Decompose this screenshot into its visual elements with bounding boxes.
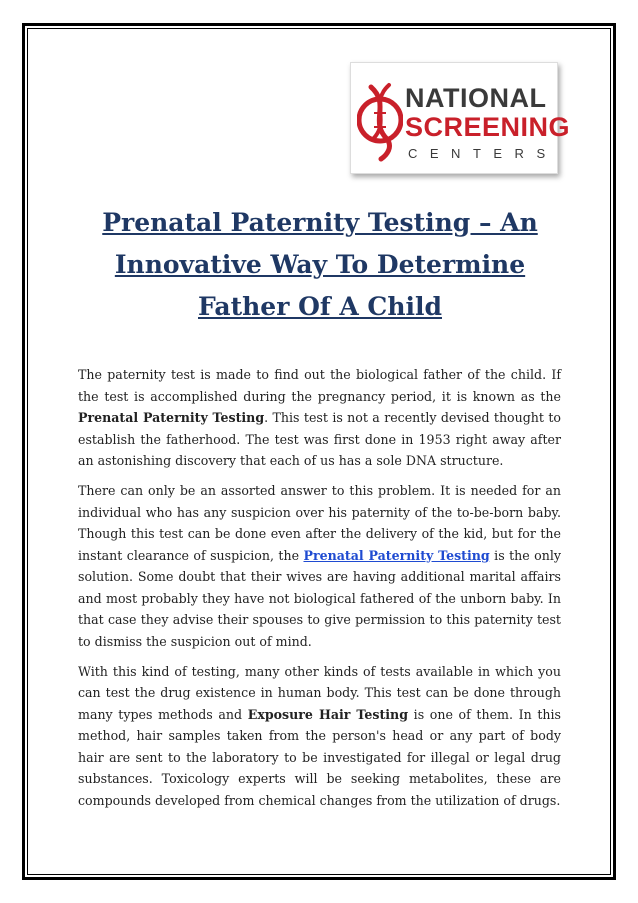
document-title: Prenatal Paternity Testing – An Innovative Way To Determine Father Of A Child: [102, 208, 538, 321]
paragraph-3-text-a: With this kind of testing, many other kinds of tests available in which you can test the drug existence in human body. This test can be done through many types methods and: [78, 663, 561, 722]
paragraph-1-text-a: The paternity test is made to find out the biological father of the child. If the test is accomplished during the pregnancy period, it is known as the: [78, 367, 561, 404]
paragraph-1: [78, 364, 561, 472]
paragraph-2-text-a: There can only be an assorted answer to this problem. It is needed for an individual who has any suspicion over his paternity of the to-be-born baby. Though this test can be done even after the delivery of the kid, but for the instant clearance of suspicion, the: [78, 483, 561, 563]
logo-text-national: NATIONAL: [405, 83, 547, 113]
article-body: [78, 364, 561, 820]
paragraph-2: [78, 480, 561, 652]
logo-text-screening: SCREENING: [405, 112, 571, 142]
prenatal-paternity-testing-link[interactable]: Prenatal Paternity Testing: [303, 547, 490, 563]
exposure-hair-testing-bold: Exposure Hair Testing: [247, 706, 409, 722]
paragraph-3-text-b: is one of them. In this method, hair samples taken from the person's head or any part of body hair are sent to the laboratory to be investigated for illegal or legal drug substances. Toxicology experts will be seeking metabolites, these are compounds developed from chemical changes from the utilization of drugs.: [78, 706, 562, 808]
national-screening-centers-logo: [350, 62, 571, 174]
paragraph-3: [78, 661, 561, 812]
prenatal-paternity-testing-bold: Prenatal Paternity Testing: [78, 410, 265, 425]
logo-text-centers: CENTERS: [408, 146, 558, 161]
dna-helix-icon: [357, 77, 403, 163]
paragraph-2-text-b: is the only solution. Some doubt that their wives are having additional marital affairs and most probably they have not biological fathered of the unborn baby. In that case they advise their spouses to give permission to this paternity test to dismiss the suspicion out of mind.: [78, 547, 562, 649]
paragraph-1-text-b: . This test is not a recently devised thought to establish the fatherhood. The test was first done in 1953 right away after an astonishing discovery that each of us has a sole DNA structure.: [78, 410, 561, 468]
